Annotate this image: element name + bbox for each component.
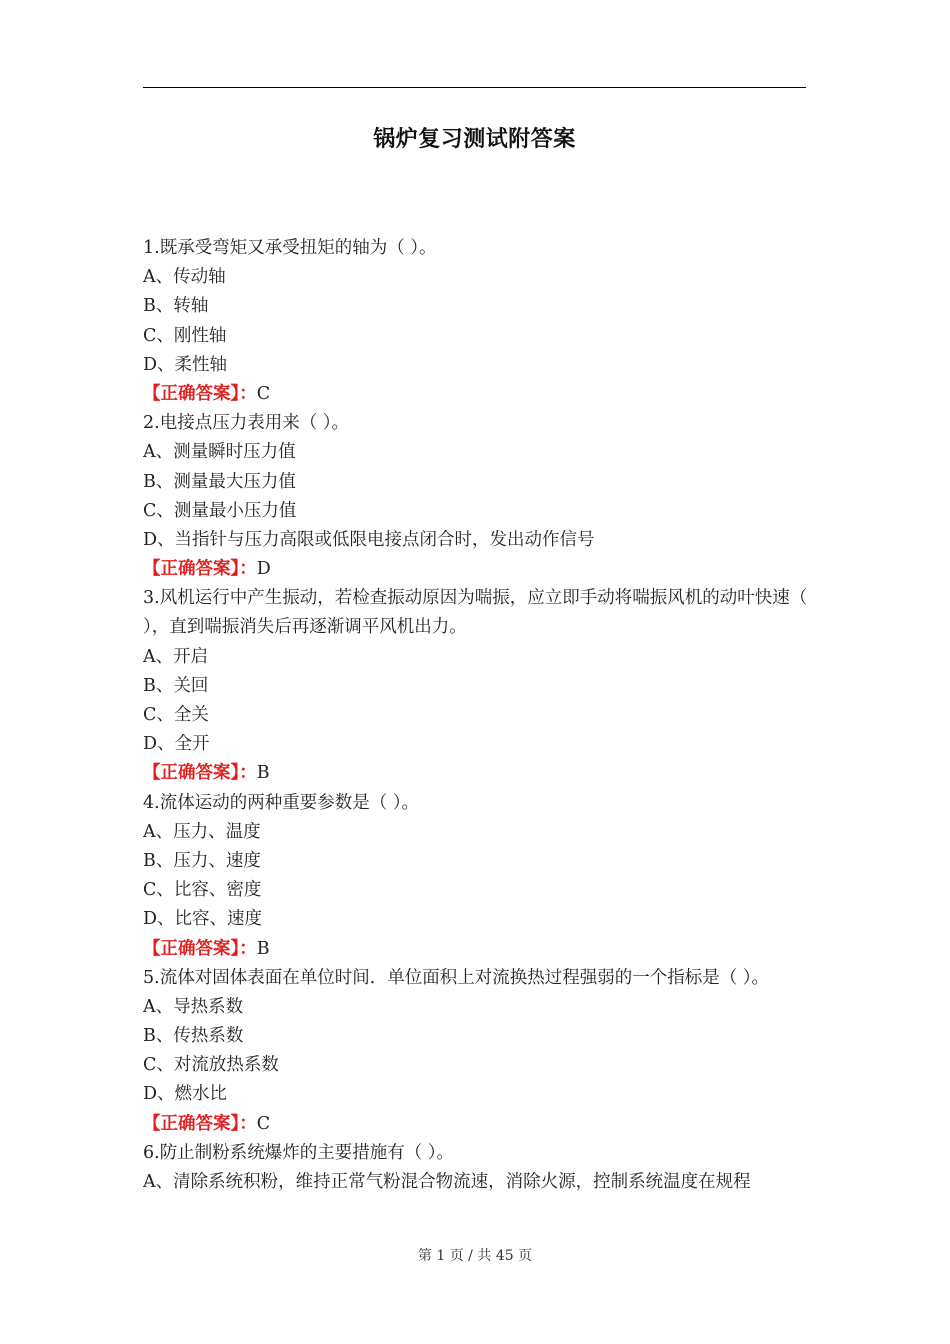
- answer-label: 【正确答案】：: [143, 383, 257, 404]
- question-option: B、测量最大压力值: [143, 471, 296, 492]
- question-item: [143, 789, 811, 964]
- question-list: [143, 234, 811, 1197]
- question-option: B、压力、速度: [143, 850, 261, 871]
- question-option: A、传动轴: [143, 267, 226, 288]
- answer-label: 【正确答案】：: [143, 1113, 257, 1134]
- question-option: B、传热系数: [143, 1026, 244, 1047]
- answer-line: [143, 380, 811, 409]
- question-option: C、刚性轴: [143, 325, 227, 346]
- question-stem: 2.电接点压力表用来（ ）。: [143, 413, 350, 434]
- answer-value: C: [256, 1113, 271, 1134]
- question-stem: 6.防止制粉系统爆炸的主要措施有（ ）。: [143, 1142, 455, 1163]
- answer-value: B: [256, 763, 270, 784]
- question-option: D、当指针与压力高限或低限电接点闭合时，发出动作信号: [143, 529, 595, 550]
- answer-label: 【正确答案】：: [143, 559, 257, 580]
- question-option: C、全关: [143, 705, 209, 726]
- answer-label: 【正确答案】：: [143, 763, 257, 784]
- question-option: C、对流放热系数: [143, 1055, 279, 1076]
- question-item: [143, 964, 811, 1139]
- question-item: [143, 409, 811, 584]
- question-option: D、柔性轴: [143, 354, 228, 375]
- answer-line: [143, 1110, 811, 1139]
- question-option: C、测量最小压力值: [143, 500, 297, 521]
- question-option: A、测量瞬时压力值: [143, 442, 296, 463]
- question-option: A、开启: [143, 646, 209, 667]
- question-option: D、比容、速度: [143, 909, 263, 930]
- page-footer: 第 1 页 / 共 45 页: [417, 1248, 533, 1264]
- question-stem: 1.既承受弯矩又承受扭矩的轴为（ ）。: [143, 238, 437, 258]
- question-option: B、转轴: [143, 296, 209, 317]
- question-option: A、压力、温度: [143, 821, 261, 842]
- question-option: C、比容、密度: [143, 880, 262, 901]
- question-item: [143, 234, 811, 409]
- question-stem: 3.风机运行中产生振动，若检查振动原因为喘振，应立即手动将喘振风机的动叶快速（ ），直到喘振消失后再逐渐调平风机出力。: [143, 588, 808, 638]
- question-option: D、燃水比: [143, 1084, 228, 1105]
- answer-value: D: [256, 559, 271, 580]
- question-stem: 4.流体运动的两种重要参数是（ ）。: [143, 792, 420, 813]
- question-option: A、清除系统积粉，维持正常气粉混合物流速，消除火源，控制系统温度在规程: [143, 1172, 751, 1193]
- answer-line: [143, 935, 811, 964]
- answer-value: B: [256, 938, 270, 959]
- question-option: B、关回: [143, 675, 209, 696]
- document-title: 锅炉复习测试附答案: [373, 126, 576, 152]
- answer-line: [143, 555, 811, 584]
- question-stem: 5.流体对固体表面在单位时间．单位面积上对流换热过程强弱的一个指标是（ ）。: [143, 967, 770, 988]
- answer-line: [143, 759, 811, 788]
- answer-label: 【正确答案】：: [143, 938, 257, 959]
- question-item: [143, 1139, 811, 1197]
- question-item: [143, 584, 811, 788]
- answer-value: C: [256, 383, 271, 404]
- question-option: A、导热系数: [143, 996, 244, 1017]
- header-rule: [143, 87, 806, 88]
- question-option: D、全开: [143, 734, 210, 755]
